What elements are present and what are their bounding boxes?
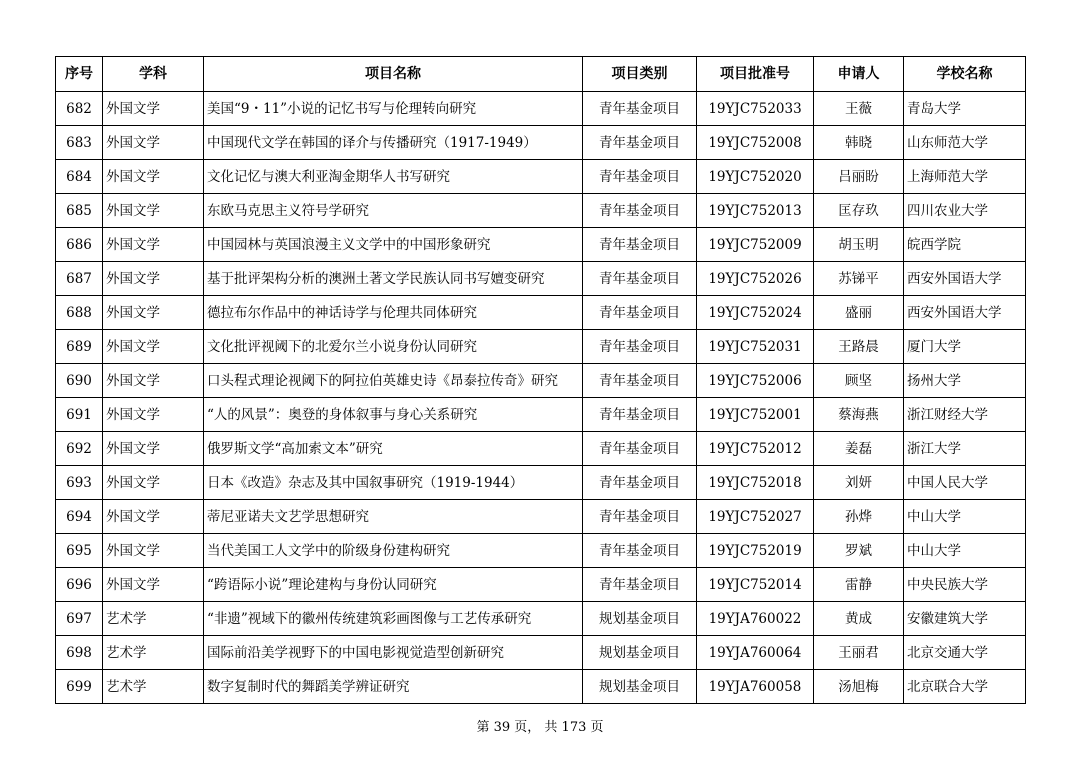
cell-approval-number: 19YJC752031 — [697, 330, 814, 364]
cell-project-type: 规划基金项目 — [583, 602, 697, 636]
cell-project-type: 青年基金项目 — [583, 228, 697, 262]
cell-applicant: 王薇 — [814, 92, 904, 126]
header-row — [56, 57, 1026, 92]
cell-project-type: 青年基金项目 — [583, 160, 697, 194]
cell-applicant: 姜磊 — [814, 432, 904, 466]
table-row — [56, 534, 1026, 568]
cell-index: 689 — [56, 330, 103, 364]
cell-approval-number: 19YJC752027 — [697, 500, 814, 534]
cell-discipline: 外国文学 — [103, 262, 204, 296]
cell-project-type: 规划基金项目 — [583, 670, 697, 704]
cell-index: 699 — [56, 670, 103, 704]
cell-project-name: 文化记忆与澳大利亚淘金期华人书写研究 — [204, 160, 583, 194]
cell-project-type: 青年基金项目 — [583, 432, 697, 466]
cell-index: 682 — [56, 92, 103, 126]
page-footer: 第 39 页， 共 173 页 — [476, 720, 604, 735]
cell-project-type: 青年基金项目 — [583, 398, 697, 432]
table-row — [56, 670, 1026, 704]
cell-school: 浙江大学 — [904, 432, 1026, 466]
cell-index: 685 — [56, 194, 103, 228]
cell-project-type: 青年基金项目 — [583, 296, 697, 330]
cell-approval-number: 19YJC752013 — [697, 194, 814, 228]
cell-project-type: 青年基金项目 — [583, 330, 697, 364]
cell-discipline: 艺术学 — [103, 636, 204, 670]
cell-index: 694 — [56, 500, 103, 534]
cell-applicant: 吕丽盼 — [814, 160, 904, 194]
cell-project-name: “跨语际小说”理论建构与身份认同研究 — [204, 568, 583, 602]
cell-applicant: 黄成 — [814, 602, 904, 636]
cell-approval-number: 19YJA760022 — [697, 602, 814, 636]
header-approval-number: 项目批准号 — [697, 57, 814, 92]
cell-discipline: 外国文学 — [103, 432, 204, 466]
cell-approval-number: 19YJC752026 — [697, 262, 814, 296]
cell-index: 683 — [56, 126, 103, 160]
cell-applicant: 雷静 — [814, 568, 904, 602]
table-row — [56, 262, 1026, 296]
cell-project-type: 青年基金项目 — [583, 262, 697, 296]
header-project-type: 项目类别 — [583, 57, 697, 92]
cell-approval-number: 19YJC752014 — [697, 568, 814, 602]
cell-applicant: 王丽君 — [814, 636, 904, 670]
cell-index: 692 — [56, 432, 103, 466]
table-row — [56, 568, 1026, 602]
cell-school: 厦门大学 — [904, 330, 1026, 364]
cell-project-name: 蒂尼亚诺夫文艺学思想研究 — [204, 500, 583, 534]
cell-index: 687 — [56, 262, 103, 296]
cell-school: 四川农业大学 — [904, 194, 1026, 228]
cell-approval-number: 19YJC752024 — [697, 296, 814, 330]
cell-school: 安徽建筑大学 — [904, 602, 1026, 636]
cell-applicant: 韩晓 — [814, 126, 904, 160]
cell-applicant: 孙烨 — [814, 500, 904, 534]
cell-project-type: 青年基金项目 — [583, 194, 697, 228]
cell-index: 691 — [56, 398, 103, 432]
cell-project-name: 当代美国工人文学中的阶级身份建构研究 — [204, 534, 583, 568]
cell-project-name: 文化批评视阈下的北爱尔兰小说身份认同研究 — [204, 330, 583, 364]
cell-project-name: 德拉布尔作品中的神话诗学与伦理共同体研究 — [204, 296, 583, 330]
cell-project-type: 青年基金项目 — [583, 92, 697, 126]
cell-project-name: 东欧马克思主义符号学研究 — [204, 194, 583, 228]
table-row — [56, 194, 1026, 228]
cell-applicant: 苏锑平 — [814, 262, 904, 296]
cell-project-name: 基于批评架构分析的澳洲土著文学民族认同书写嬗变研究 — [204, 262, 583, 296]
table-row — [56, 364, 1026, 398]
header-project-name: 项目名称 — [204, 57, 583, 92]
table-row — [56, 296, 1026, 330]
cell-school: 扬州大学 — [904, 364, 1026, 398]
cell-discipline: 外国文学 — [103, 126, 204, 160]
cell-index: 697 — [56, 602, 103, 636]
cell-index: 686 — [56, 228, 103, 262]
cell-school: 中山大学 — [904, 534, 1026, 568]
cell-discipline: 外国文学 — [103, 466, 204, 500]
cell-project-type: 青年基金项目 — [583, 568, 697, 602]
table-row — [56, 500, 1026, 534]
cell-applicant: 胡玉明 — [814, 228, 904, 262]
cell-school: 中央民族大学 — [904, 568, 1026, 602]
table-row — [56, 126, 1026, 160]
cell-project-name: “非遗”视域下的徽州传统建筑彩画图像与工艺传承研究 — [204, 602, 583, 636]
table-row — [56, 330, 1026, 364]
cell-approval-number: 19YJC752006 — [697, 364, 814, 398]
cell-approval-number: 19YJC752001 — [697, 398, 814, 432]
cell-discipline: 艺术学 — [103, 670, 204, 704]
table-row — [56, 602, 1026, 636]
cell-school: 西安外国语大学 — [904, 262, 1026, 296]
cell-school: 皖西学院 — [904, 228, 1026, 262]
cell-discipline: 外国文学 — [103, 534, 204, 568]
cell-discipline: 外国文学 — [103, 398, 204, 432]
header-discipline: 学科 — [103, 57, 204, 92]
cell-index: 698 — [56, 636, 103, 670]
cell-project-type: 青年基金项目 — [583, 500, 697, 534]
table-row — [56, 466, 1026, 500]
cell-project-type: 青年基金项目 — [583, 534, 697, 568]
cell-school: 北京联合大学 — [904, 670, 1026, 704]
cell-school: 北京交通大学 — [904, 636, 1026, 670]
cell-project-name: 数字复制时代的舞蹈美学辨证研究 — [204, 670, 583, 704]
table-row — [56, 398, 1026, 432]
cell-approval-number: 19YJC752019 — [697, 534, 814, 568]
cell-project-name: 中国园林与英国浪漫主义文学中的中国形象研究 — [204, 228, 583, 262]
cell-applicant: 匡存玖 — [814, 194, 904, 228]
cell-approval-number: 19YJA760058 — [697, 670, 814, 704]
cell-discipline: 艺术学 — [103, 602, 204, 636]
cell-project-type: 青年基金项目 — [583, 466, 697, 500]
cell-school: 中山大学 — [904, 500, 1026, 534]
cell-project-name: 国际前沿美学视野下的中国电影视觉造型创新研究 — [204, 636, 583, 670]
cell-project-name: 日本《改造》杂志及其中国叙事研究（1919-1944） — [204, 466, 583, 500]
cell-index: 690 — [56, 364, 103, 398]
cell-approval-number: 19YJA760064 — [697, 636, 814, 670]
cell-discipline: 外国文学 — [103, 500, 204, 534]
cell-approval-number: 19YJC752020 — [697, 160, 814, 194]
cell-index: 695 — [56, 534, 103, 568]
cell-discipline: 外国文学 — [103, 228, 204, 262]
cell-project-type: 规划基金项目 — [583, 636, 697, 670]
header-applicant: 申请人 — [814, 57, 904, 92]
cell-school: 上海师范大学 — [904, 160, 1026, 194]
cell-index: 684 — [56, 160, 103, 194]
header-index: 序号 — [56, 57, 103, 92]
table-row — [56, 228, 1026, 262]
project-table — [55, 56, 1026, 704]
cell-approval-number: 19YJC752018 — [697, 466, 814, 500]
table-row — [56, 636, 1026, 670]
cell-approval-number: 19YJC752012 — [697, 432, 814, 466]
cell-project-name: “人的风景”：奥登的身体叙事与身心关系研究 — [204, 398, 583, 432]
cell-index: 696 — [56, 568, 103, 602]
cell-applicant: 盛丽 — [814, 296, 904, 330]
cell-discipline: 外国文学 — [103, 296, 204, 330]
cell-approval-number: 19YJC752009 — [697, 228, 814, 262]
cell-project-name: 口头程式理论视阈下的阿拉伯英雄史诗《昂泰拉传奇》研究 — [204, 364, 583, 398]
cell-school: 西安外国语大学 — [904, 296, 1026, 330]
cell-index: 688 — [56, 296, 103, 330]
table-row — [56, 92, 1026, 126]
cell-discipline: 外国文学 — [103, 194, 204, 228]
cell-discipline: 外国文学 — [103, 160, 204, 194]
cell-discipline: 外国文学 — [103, 330, 204, 364]
cell-applicant: 顾坚 — [814, 364, 904, 398]
cell-discipline: 外国文学 — [103, 568, 204, 602]
cell-project-type: 青年基金项目 — [583, 364, 697, 398]
cell-school: 山东师范大学 — [904, 126, 1026, 160]
table-row — [56, 432, 1026, 466]
cell-school: 青岛大学 — [904, 92, 1026, 126]
cell-school: 中国人民大学 — [904, 466, 1026, 500]
cell-applicant: 蔡海燕 — [814, 398, 904, 432]
cell-project-name: 美国“9・11”小说的记忆书写与伦理转向研究 — [204, 92, 583, 126]
table-row — [56, 160, 1026, 194]
cell-discipline: 外国文学 — [103, 364, 204, 398]
cell-project-name: 中国现代文学在韩国的译介与传播研究（1917-1949） — [204, 126, 583, 160]
cell-approval-number: 19YJC752008 — [697, 126, 814, 160]
cell-applicant: 汤旭梅 — [814, 670, 904, 704]
cell-discipline: 外国文学 — [103, 92, 204, 126]
cell-applicant: 刘妍 — [814, 466, 904, 500]
cell-project-type: 青年基金项目 — [583, 126, 697, 160]
cell-project-name: 俄罗斯文学“高加索文本”研究 — [204, 432, 583, 466]
header-school: 学校名称 — [904, 57, 1026, 92]
cell-applicant: 罗斌 — [814, 534, 904, 568]
cell-school: 浙江财经大学 — [904, 398, 1026, 432]
cell-index: 693 — [56, 466, 103, 500]
cell-applicant: 王路晨 — [814, 330, 904, 364]
cell-approval-number: 19YJC752033 — [697, 92, 814, 126]
